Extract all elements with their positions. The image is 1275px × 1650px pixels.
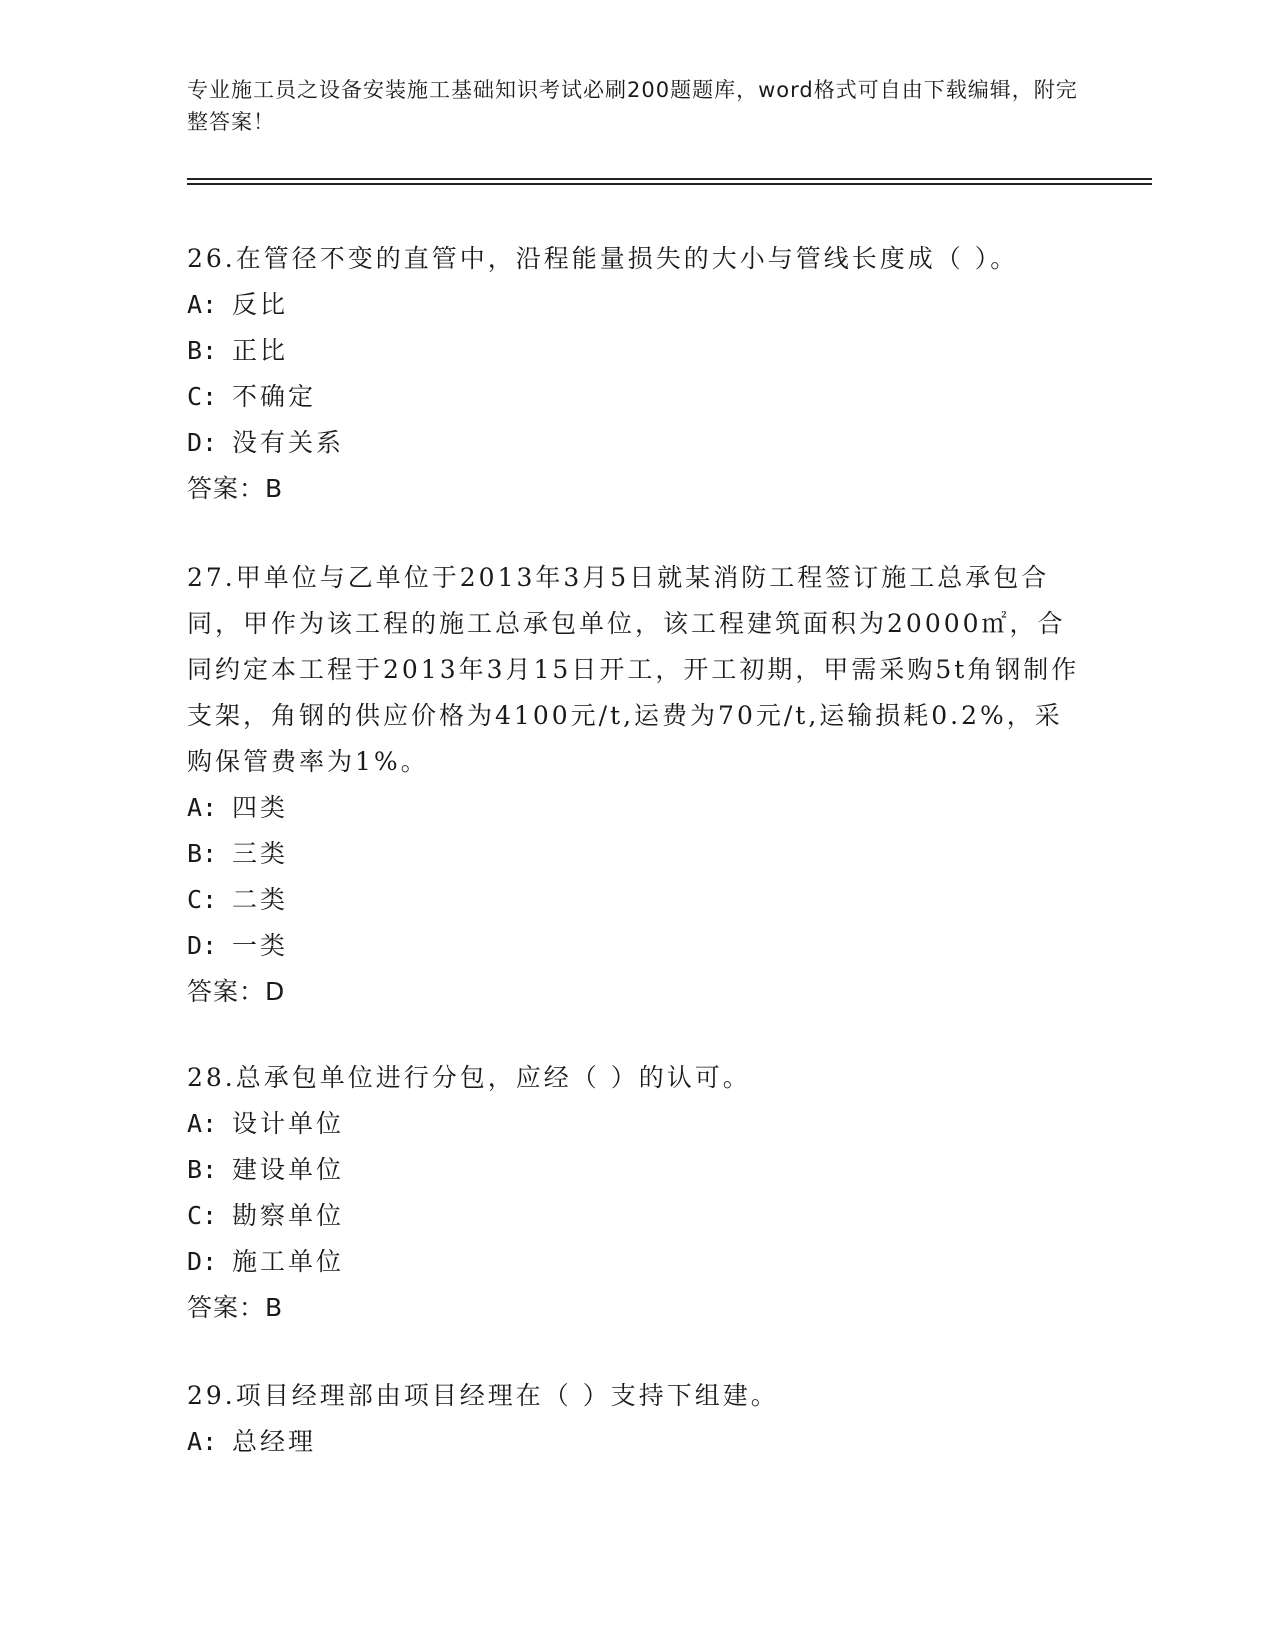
option-text: 勘察单位: [232, 1201, 345, 1230]
question-stem: 26.在管径不变的直管中，沿程能量损失的大小与管线长度成（ ）。: [187, 244, 1019, 273]
option-a: [187, 282, 1087, 328]
option-a: [187, 785, 1087, 831]
option-d: [187, 1239, 1087, 1285]
answer-label: 答案：D: [187, 977, 286, 1006]
question-27: [187, 555, 1087, 1015]
option-text: 不确定: [232, 382, 317, 411]
answer-label: 答案：B: [187, 474, 284, 503]
question-28: [187, 1055, 1087, 1331]
header-divider-top: [187, 178, 1152, 180]
option-text: 一类: [232, 931, 289, 960]
option-text: 总经理: [232, 1427, 317, 1456]
header-divider-bottom: [187, 183, 1152, 185]
answer-label: 答案：B: [187, 1293, 284, 1322]
option-key: B:: [187, 336, 218, 365]
option-b: [187, 1147, 1087, 1193]
option-text: 四类: [232, 793, 289, 822]
option-key: A:: [187, 793, 218, 822]
question-stem: 28.总承包单位进行分包，应经（ ）的认可。: [187, 1063, 751, 1092]
option-b: [187, 328, 1087, 374]
option-text: 施工单位: [232, 1247, 345, 1276]
option-b: [187, 831, 1087, 877]
option-key: C:: [187, 1201, 218, 1230]
question-stem: 27.甲单位与乙单位于2013年3月5日就某消防工程签订施工总承包合同，甲作为该工程的施工总承包单位，该工程建筑面积为20000㎡，合同约定本工程于2013年3月15日开工，开工初期，甲需采购5t角钢制作支架，角钢的供应价格为4100元/t,运费为70元/t,运输损耗0.2%，采购保管费率为1%。: [187, 563, 1080, 776]
option-text: 建设单位: [232, 1155, 345, 1184]
option-text: 正比: [232, 336, 289, 365]
option-key: D:: [187, 931, 218, 960]
option-c: [187, 877, 1087, 923]
option-key: A:: [187, 290, 218, 319]
option-text: 二类: [232, 885, 289, 914]
question-26: [187, 236, 1087, 512]
option-key: A:: [187, 1109, 218, 1138]
option-c: [187, 1193, 1087, 1239]
option-d: [187, 923, 1087, 969]
option-text: 没有关系: [232, 428, 345, 457]
option-key: B:: [187, 839, 218, 868]
question-29: [187, 1373, 1087, 1465]
option-key: B:: [187, 1155, 218, 1184]
option-c: [187, 374, 1087, 420]
option-a: [187, 1101, 1087, 1147]
option-key: D:: [187, 428, 218, 457]
option-key: D:: [187, 1247, 218, 1276]
option-text: 三类: [232, 839, 289, 868]
option-key: A:: [187, 1427, 218, 1456]
option-key: C:: [187, 382, 218, 411]
option-key: C:: [187, 885, 218, 914]
question-stem: 29.项目经理部由项目经理在（ ）支持下组建。: [187, 1381, 779, 1410]
option-a: [187, 1419, 1087, 1465]
document-header: 专业施工员之设备安装施工基础知识考试必刷200题题库，word格式可自由下载编辑，附完整答案！: [187, 78, 1078, 134]
option-text: 设计单位: [232, 1109, 345, 1138]
option-d: [187, 420, 1087, 466]
option-text: 反比: [232, 290, 289, 319]
